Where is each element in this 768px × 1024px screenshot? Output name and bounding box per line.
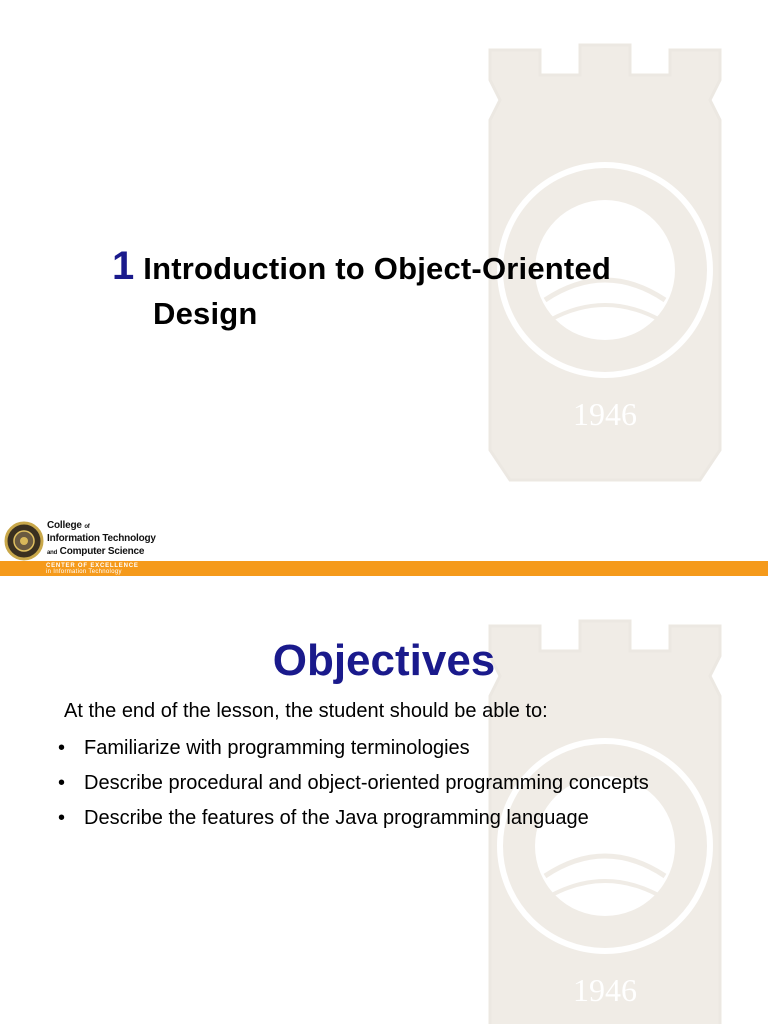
bullet-icon: • <box>58 807 66 829</box>
objectives-slide <box>0 576 768 1024</box>
bullet-icon: • <box>58 772 66 794</box>
information-technology-text: in Information Technology <box>46 569 122 575</box>
list-item: • Describe the features of the Java programming language <box>58 807 589 829</box>
watermark-year: 1946 <box>573 396 637 432</box>
objectives-intro: At the end of the lesson, the student should be able to: <box>64 700 548 722</box>
title-text-line2: Design <box>153 296 258 331</box>
college-name-line2: Information Technology <box>47 533 156 544</box>
center-of-excellence-text: CENTER OF EXCELLENCE <box>46 563 139 569</box>
objectives-heading: Objectives <box>272 636 496 685</box>
objectives-list <box>58 735 684 840</box>
title-text-line1: Introduction to Object-Oriented <box>143 251 612 286</box>
college-name-line3: and Computer Science <box>47 546 145 557</box>
watermark-year-2: 1946 <box>573 972 637 1008</box>
slide-title-line1 <box>112 244 611 289</box>
chapter-number: 1 <box>112 244 135 288</box>
college-name-line1: College of <box>47 520 90 531</box>
list-item: • Familiarize with programming terminologies <box>58 737 470 759</box>
bullet-icon: • <box>58 737 66 759</box>
list-item: • Describe procedural and object-oriented programming concepts <box>58 772 649 794</box>
